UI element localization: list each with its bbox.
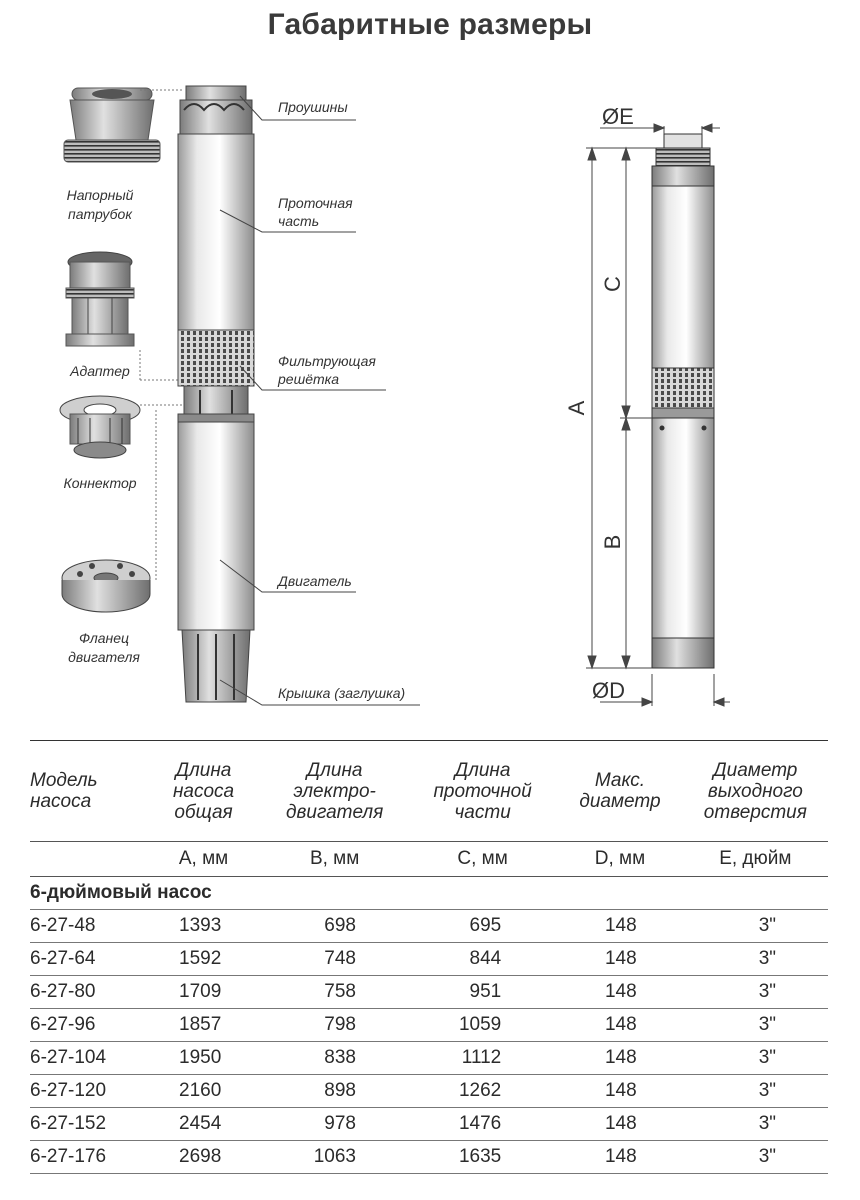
cell-max-diameter: 148 (604, 915, 637, 936)
cell-outlet-diameter: 3" (758, 981, 776, 1002)
flange-label-1: Фланец (79, 630, 129, 646)
dim-c-label: C (600, 276, 625, 292)
cell-flow-length: 951 (469, 981, 502, 1002)
cell-outlet-diameter: 3" (758, 1146, 776, 1167)
table-row (30, 1141, 828, 1174)
cell-max-diameter: 148 (604, 948, 637, 969)
cell-max-diameter: 148 (604, 1047, 637, 1068)
cell-max-diameter: 148 (604, 1014, 637, 1035)
cell-outlet-diameter: 3" (758, 948, 776, 969)
cell-max-diameter: 148 (604, 1146, 637, 1167)
cell-model: 6-27-48 (30, 915, 96, 936)
col-header-outlet-diameter: Диаметр выходного отверстия (703, 759, 807, 823)
table-row (30, 1042, 828, 1075)
cell-model: 6-27-96 (30, 1014, 96, 1035)
flange-label-2: двигателя (68, 649, 140, 665)
unit-cell: D, мм (557, 842, 682, 877)
cell-total-length: 1857 (179, 1014, 222, 1035)
cell-total-length: 2454 (179, 1113, 222, 1134)
dim-a-label: A (564, 400, 589, 416)
col-header-total-length: Длина насоса общая (172, 759, 235, 823)
adapter-label: Адаптер (70, 363, 130, 379)
nozzle-icon (64, 88, 182, 162)
cell-flow-length: 1059 (458, 1014, 502, 1035)
cell-total-length: 2698 (179, 1146, 222, 1167)
table-row (30, 1108, 828, 1141)
col-header-flow-length: Длина проточной части (433, 759, 532, 823)
cell-flow-length: 1262 (458, 1080, 502, 1101)
cell-outlet-diameter: 3" (758, 1047, 776, 1068)
flow-label-1: Проточная (278, 195, 353, 211)
table-row (30, 1075, 828, 1108)
cell-motor-length: 898 (324, 1080, 356, 1101)
cell-outlet-diameter: 3" (758, 1014, 776, 1035)
cell-total-length: 1393 (179, 915, 222, 936)
connector-label: Коннектор (63, 475, 137, 491)
cell-max-diameter: 148 (604, 1080, 637, 1101)
cell-motor-length: 798 (324, 1014, 356, 1035)
unit-cell: E, дюйм (683, 842, 828, 877)
cell-max-diameter: 148 (604, 1113, 637, 1134)
dim-d-label: ØD (592, 678, 625, 703)
unit-cell: B, мм (261, 842, 408, 877)
dim-b-label: B (600, 534, 625, 550)
col-header-motor-length: Длина электро- двигателя (285, 759, 384, 823)
cell-motor-length: 838 (324, 1047, 356, 1068)
spec-table (30, 740, 828, 1174)
unit-cell (30, 842, 146, 877)
cell-total-length: 2160 (179, 1080, 222, 1101)
nozzle-label-2: патрубок (68, 206, 132, 222)
cap-label: Крышка (заглушка) (278, 685, 406, 701)
table-row (30, 1009, 828, 1042)
cell-model: 6-27-152 (30, 1113, 107, 1134)
cell-outlet-diameter: 3" (758, 1080, 776, 1101)
assembled-pump (652, 134, 714, 668)
table-row (30, 943, 828, 976)
cell-flow-length: 695 (469, 915, 502, 936)
cell-max-diameter: 148 (604, 981, 637, 1002)
filter-label-1: Фильтрующая (278, 353, 376, 369)
table-row (30, 976, 828, 1009)
cell-motor-length: 978 (324, 1113, 356, 1134)
cell-total-length: 1950 (179, 1047, 222, 1068)
group-heading: 6-дюймовый насос (30, 877, 828, 910)
motor-label: Двигатель (278, 573, 352, 589)
flow-label-2: часть (278, 213, 320, 229)
exploded-pump (178, 86, 254, 702)
cell-model: 6-27-64 (30, 948, 96, 969)
cell-total-length: 1592 (179, 948, 222, 969)
cell-model: 6-27-104 (30, 1047, 107, 1068)
cell-model: 6-27-176 (30, 1146, 107, 1167)
cell-total-length: 1709 (179, 981, 222, 1002)
cell-outlet-diameter: 3" (758, 1113, 776, 1134)
cell-motor-length: 748 (324, 948, 356, 969)
col-header-max-diameter: Макс. диаметр (579, 770, 661, 812)
dim-e-label: ØE (602, 104, 634, 129)
cell-model: 6-27-120 (30, 1080, 107, 1101)
cell-flow-length: 1112 (461, 1047, 502, 1068)
cell-motor-length: 698 (324, 915, 356, 936)
cell-model: 6-27-80 (30, 981, 96, 1002)
page-title: Габаритные размеры (267, 8, 593, 41)
adapter-icon (66, 252, 182, 380)
unit-cell: A, мм (146, 842, 262, 877)
cell-motor-length: 1063 (313, 1146, 356, 1167)
cell-flow-length: 1476 (458, 1113, 502, 1134)
nozzle-label-1: Напорный (66, 187, 134, 203)
cell-motor-length: 758 (324, 981, 356, 1002)
col-header-model: Модель насоса (30, 770, 98, 812)
filter-label-2: решётка (278, 371, 340, 387)
cell-flow-length: 1635 (458, 1146, 502, 1167)
connector-icon (60, 396, 182, 458)
lugs-label: Проушины (278, 99, 348, 115)
cell-flow-length: 844 (469, 948, 502, 969)
table-row (30, 910, 828, 943)
cell-outlet-diameter: 3" (758, 915, 776, 936)
unit-cell: C, мм (408, 842, 557, 877)
